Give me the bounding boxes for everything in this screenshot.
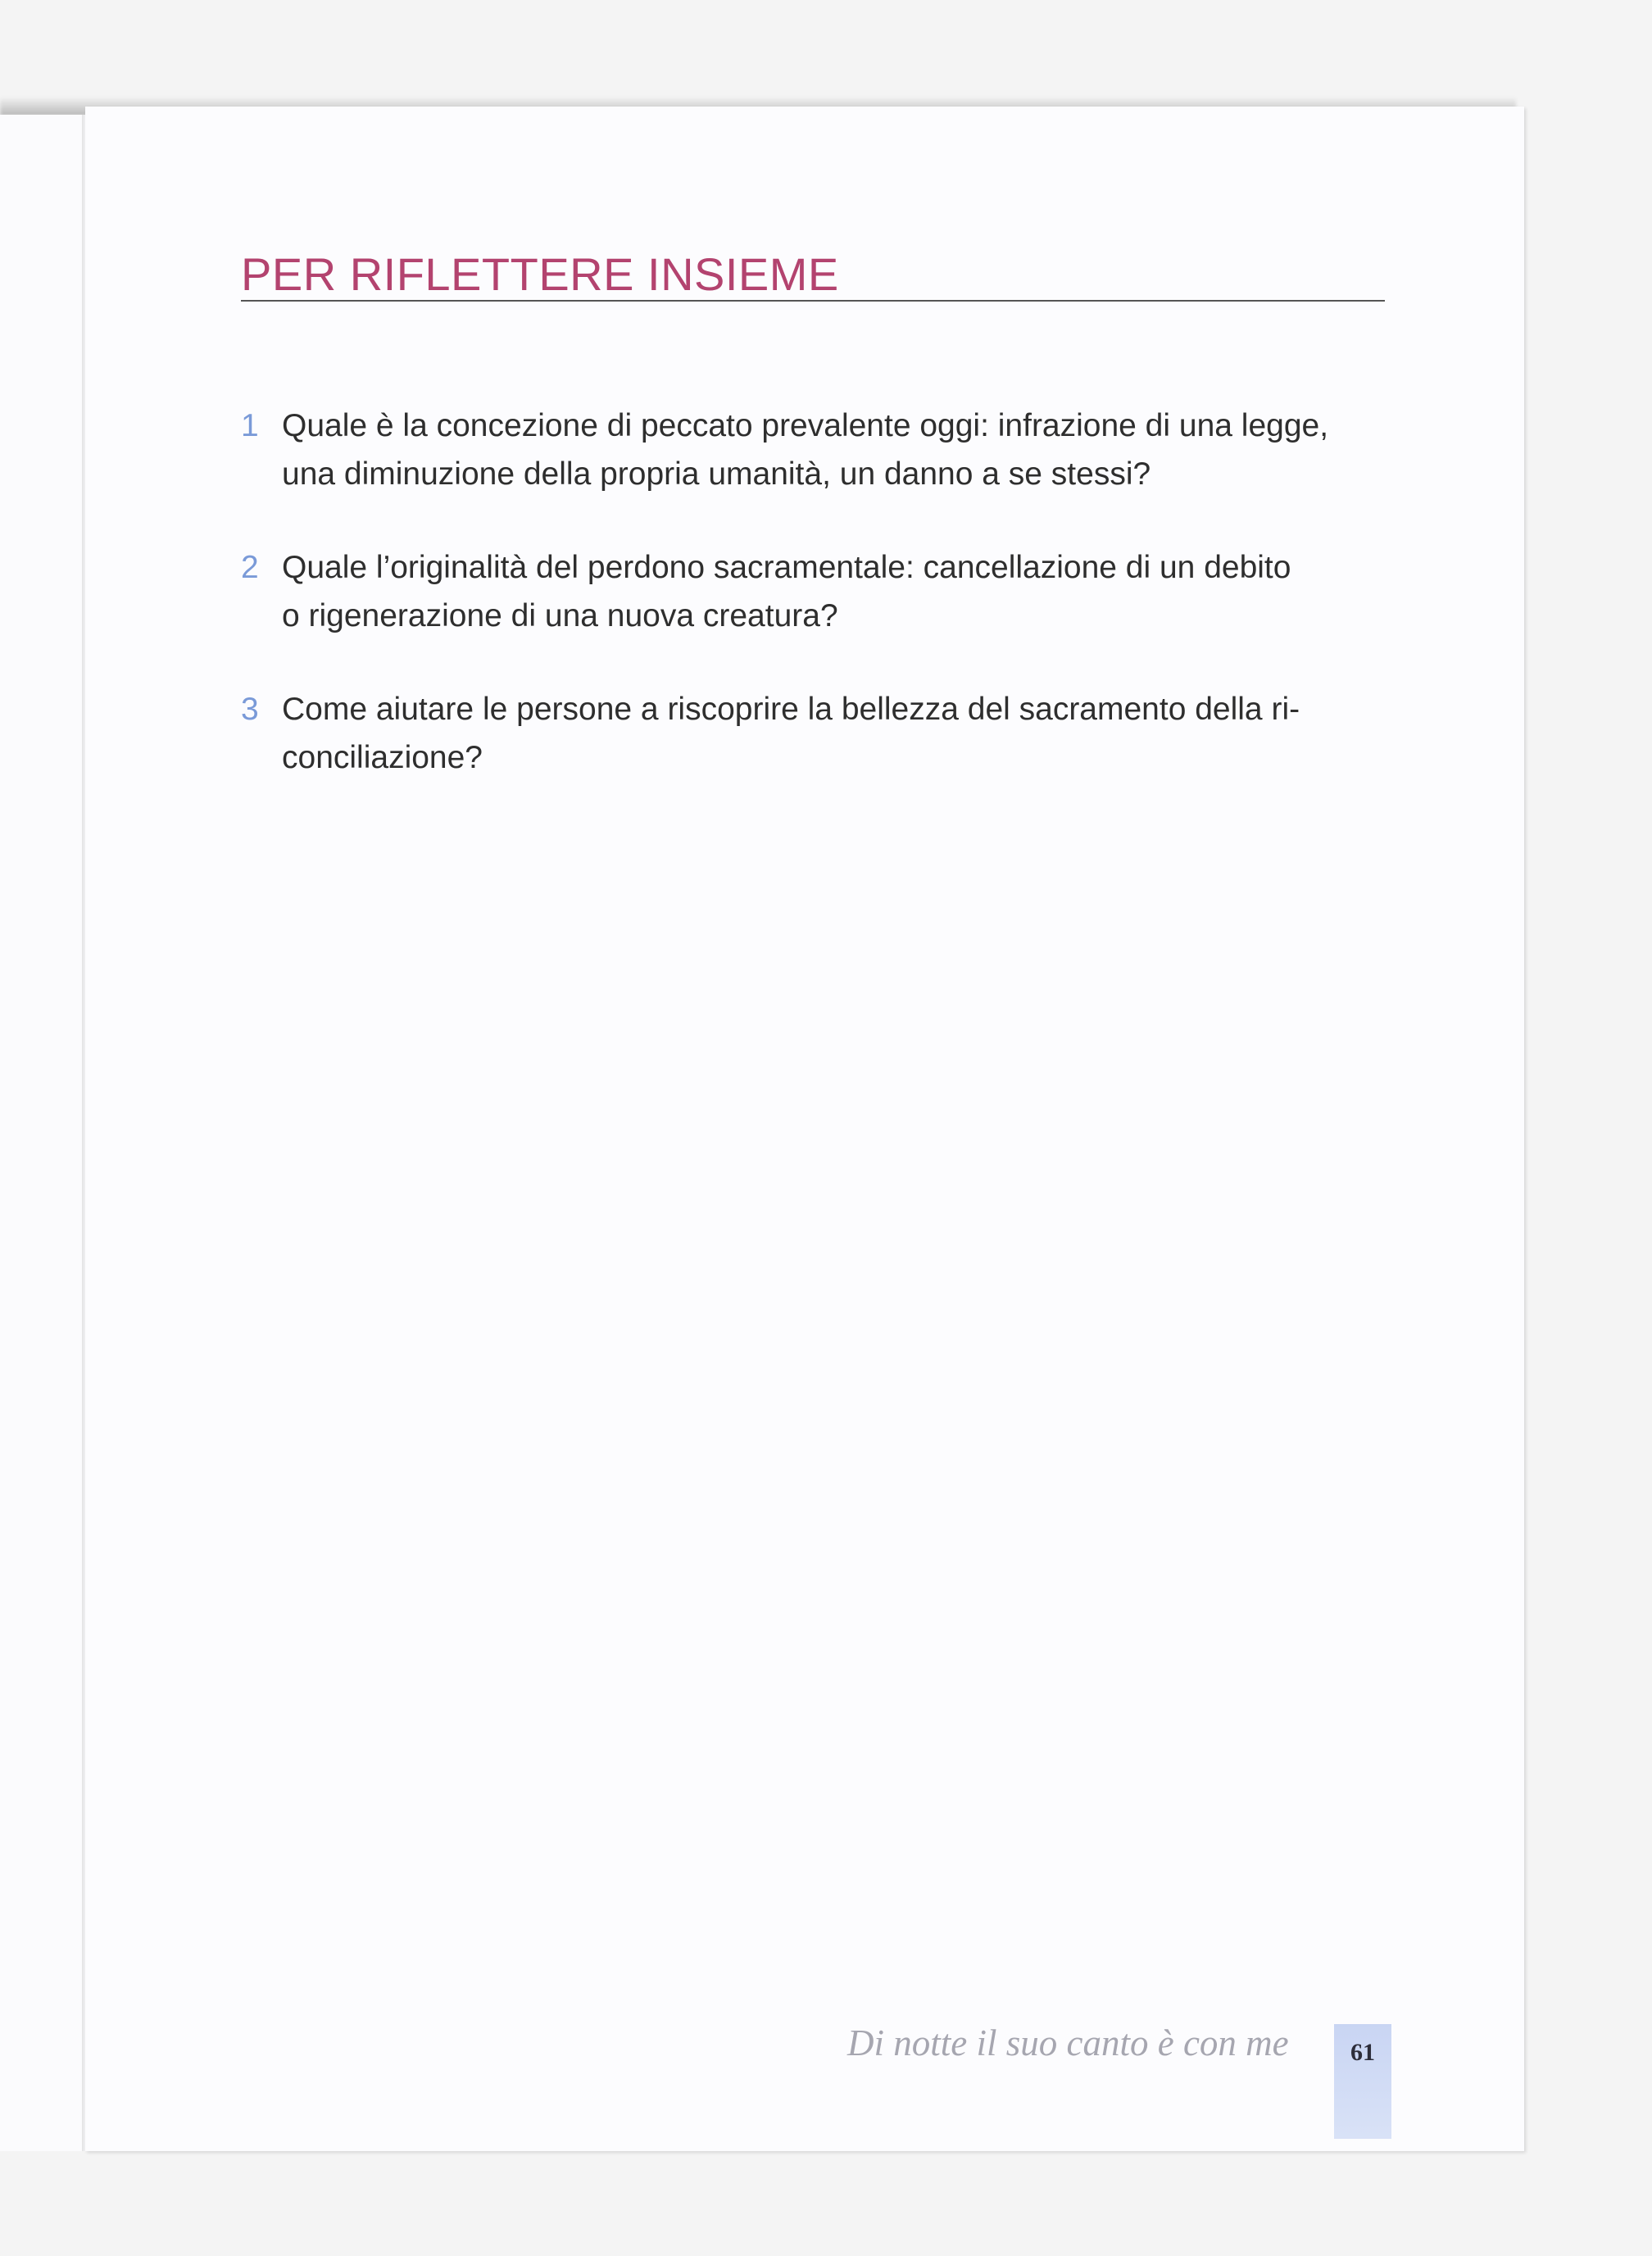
question-line: Come aiutare le persone a riscoprire la bellezza del sacramento della ri- <box>282 692 1300 727</box>
question-line: una diminuzione della propria umanità, un danno a se stessi? <box>282 456 1151 492</box>
book-page <box>85 107 1524 2151</box>
question-number: 3 <box>241 692 259 727</box>
question-number: 2 <box>241 550 259 585</box>
question-line: o rigenerazione di una nuova creatura? <box>282 598 838 633</box>
question-item <box>241 685 1388 782</box>
question-list <box>241 402 1388 827</box>
page-number-tab <box>1334 2024 1391 2139</box>
previous-page-edge <box>0 115 86 2151</box>
question-line: Quale l’originalità del perdono sacramentale: cancellazione di un debito <box>282 550 1291 585</box>
section-title: PER RIFLETTERE INSIEME <box>241 248 839 300</box>
running-footer-title: Di notte il suo canto è con me <box>847 2022 1289 2063</box>
page-number: 61 <box>1350 2039 1375 2066</box>
question-number: 1 <box>241 408 259 443</box>
question-item <box>241 543 1388 640</box>
question-line: conciliazione? <box>282 740 483 775</box>
title-underline <box>241 300 1385 302</box>
question-item <box>241 402 1388 498</box>
question-line: Quale è la concezione di peccato prevalente oggi: infrazione di una legge, <box>282 408 1329 443</box>
